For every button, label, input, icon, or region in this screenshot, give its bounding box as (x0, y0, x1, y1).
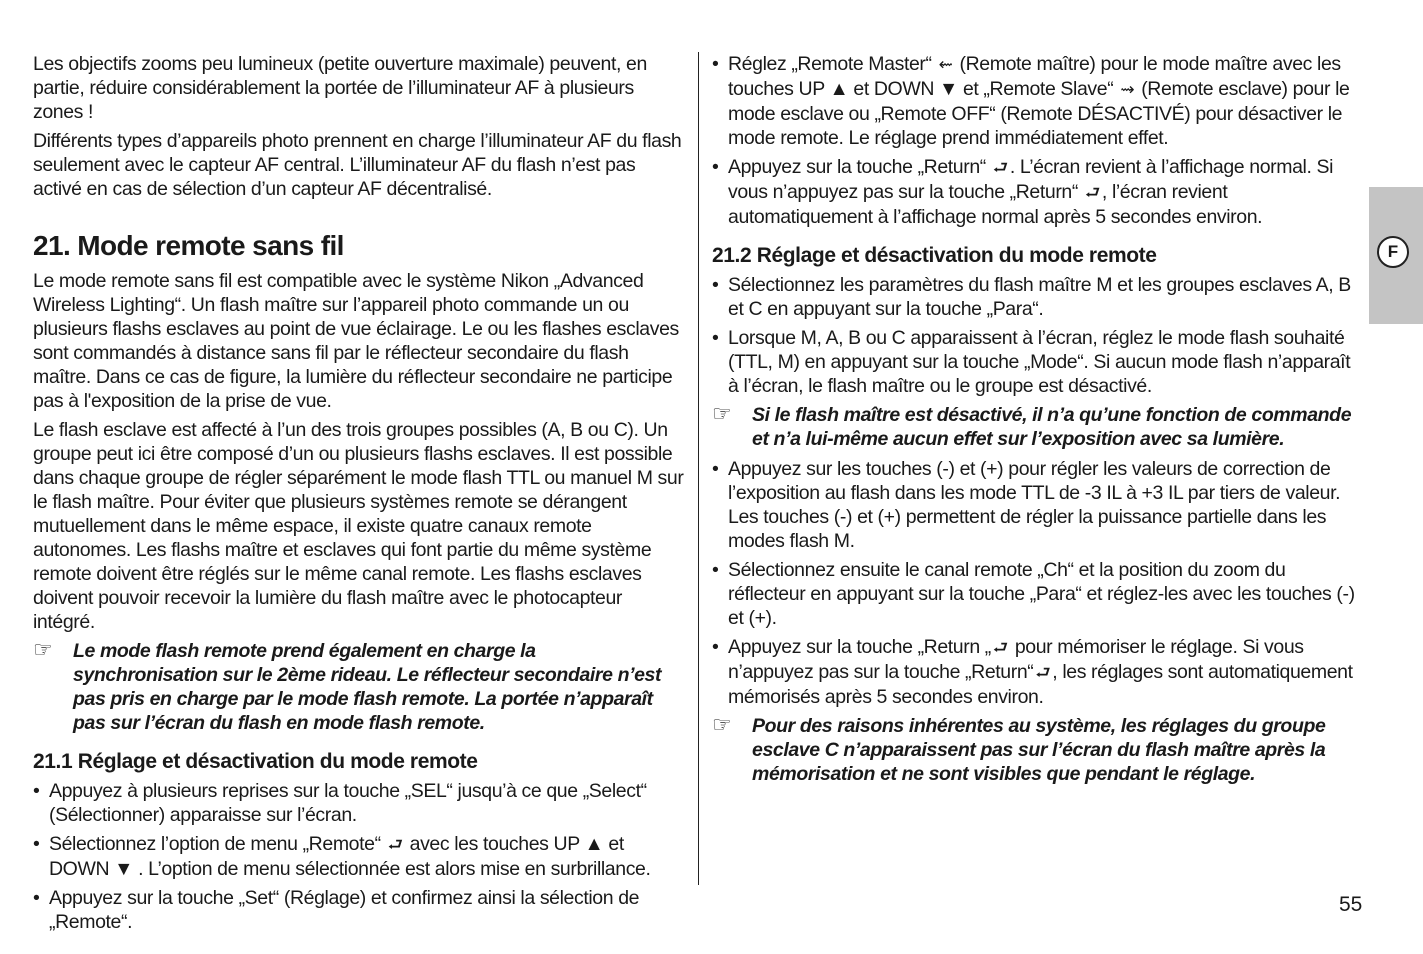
section-paragraph-2: Le flash esclave est affecté à l’un des trois groupes possibles (A, B ou C). Un groupe peut ici être composé d’un ou plusieurs flashs esclaves. Il est possible dans chaque groupe de régler séparément le mode flash TTL ou manuel M sur le flash maître. Pour éviter que plusieurs systèmes remote se dérangent mutuellement dans le même espace, il existe quatre canaux remote autonomes. Les flashs maître et esclaves qui font partie du même système remote doivent être réglés sur le même canal remote. Les flashs esclaves doivent pouvoir recevoir la lumière du flash maître avec le photocapteur intégré. (33, 419, 684, 633)
return-icon: ⮐ (992, 158, 1008, 177)
column-divider (698, 52, 699, 885)
section-title: 21. Mode remote sans fil (33, 230, 344, 261)
return-icon: ⮐ (387, 835, 403, 854)
note-block (712, 403, 1364, 451)
note-text: Si le flash maître est désactivé, il n’a qu’une fonction de commande et n’a lui-même aucun effet sur l’exposition avec sa lumière. (752, 404, 1352, 450)
list-item: • Appuyez sur les touches (-) et (+) pour régler les valeurs de correction de l’exposition au flash dans les mode TTL de -3 IL à +3 IL par tiers de valeur. Les touches (-) et (+) permettent de régler la puissance partielle dans les modes flash M. (712, 457, 1364, 553)
return-icon: ⮐ (992, 638, 1008, 657)
subsection-title: 21.1 Réglage et désactivation du mode remote (33, 750, 478, 773)
remote-master-icon: ⇜ (938, 55, 953, 74)
note-text: Pour des raisons inhérentes au système, les réglages du groupe esclave C n’apparaissent pas sur l’écran du flash maître après la mémorisation et ne sont visibles que pendant le réglage. (752, 715, 1326, 785)
list-item: • Réglez „Remote Master“ ⇜ (Remote maître) pour le mode maître avec les touches UP ▲ et DOWN ▼ et „Remote Slave“ ⇝ (Remote esclave) pour le mode esclave ou „Remote OFF“ (Remote DÉSACTIVÉ) pour désactiver le mode remote. Le réglage prend immédiatement effet. (712, 52, 1364, 150)
note-block (712, 714, 1364, 786)
list-item: • Sélectionnez l’option de menu „Remote“ ⮐ avec les touches UP ▲ et DOWN ▼ . L’option de menu sélectionnée est alors mise en surbrillance. (33, 832, 685, 881)
list-item: • Appuyez à plusieurs reprises sur la touche „SEL“ jusqu’à ce que „Select“ (Sélectionner) apparaisse sur l’écran. (33, 779, 685, 827)
bullet-list (33, 779, 685, 934)
note-text: Le mode flash remote prend également en charge la synchronisation sur le 2ème rideau. Le réflecteur secondaire n’est pas pris en charge par le mode flash remote. La portée n’apparaît pas sur l’écran du flash en mode flash remote. (73, 640, 662, 734)
pointing-hand-icon: ☞ (712, 401, 732, 426)
return-icon: ⮐ (1085, 183, 1100, 202)
bullet-list (712, 273, 1364, 398)
subsection-title: 21.2 Réglage et désactivation du mode remote (712, 244, 1157, 267)
list-item: • Appuyez sur la touche „Return“ ⮐ . L’écran revient à l’affichage normal. Si vous n’appuyez pas sur la touche „Return“ ⮐ , l’écran revient automatiquement à l’affichage normal après 5 secondes environ. (712, 155, 1364, 229)
list-item: • Appuyez sur la touche „Return „ ⮐ pour mémoriser le réglage. Si vous n’appuyez pas sur la touche „Return“ ⮐ , les réglages sont automatiquement mémorisés après 5 secondes environ. (712, 635, 1364, 709)
left-column (33, 52, 685, 939)
remote-slave-icon: ⇝ (1120, 80, 1135, 99)
language-badge: F (1377, 236, 1409, 268)
pointing-hand-icon: ☞ (33, 637, 53, 662)
list-item: • Lorsque M, A, B ou C apparaissent à l’écran, réglez le mode flash souhaité (TTL, M) en appuyant sur la touche „Mode“. Si aucun mode flash n’apparaît à l’écran, le flash maître ou le groupe est désactivé. (712, 326, 1364, 398)
pointing-hand-icon: ☞ (712, 712, 732, 737)
note-block (33, 639, 685, 735)
return-icon: ⮐ (1035, 663, 1051, 682)
bullet-list (712, 52, 1364, 229)
intro-paragraph-1: Les objectifs zooms peu lumineux (petite ouverture maximale) peuvent, en partie, réduire considérablement la portée de l’illuminateur AF à plusieurs zones ! (33, 53, 647, 123)
right-column (712, 52, 1364, 792)
intro-paragraph-2: Différents types d’appareils photo prennent en charge l’illuminateur AF du flash seulement avec le capteur AF central. L’illuminateur AF du flash n’est pas activé en cas de sélection d’un capteur AF décentralisé. (33, 130, 682, 200)
page-number: 55 (1339, 893, 1363, 916)
list-item: • Sélectionnez ensuite le canal remote „Ch“ et la position du zoom du réflecteur en appuyant sur la touche „Para“ et réglez-les avec les touches (-) et (+). (712, 558, 1364, 630)
bullet-list (712, 457, 1364, 709)
section-paragraph-1: Le mode remote sans fil est compatible avec le système Nikon „Advanced Wireless Lighting“. Un flash maître sur l’appareil photo commande un ou plusieurs flashs esclaves au point de vue éclairage. Le ou les flashes esclaves sont commandés à distance sans fil par le réflecteur secondaire du flash maître. Dans ce cas de figure, la lumière du réflecteur secondaire ne participe pas à l'exposition de la prise de vue. (33, 270, 679, 412)
list-item: • Appuyez sur la touche „Set“ (Réglage) et confirmez ainsi la sélection de „Remote“. (33, 886, 685, 934)
list-item: • Sélectionnez les paramètres du flash maître M et les groupes esclaves A, B et C en appuyant sur la touche „Para“. (712, 273, 1364, 321)
